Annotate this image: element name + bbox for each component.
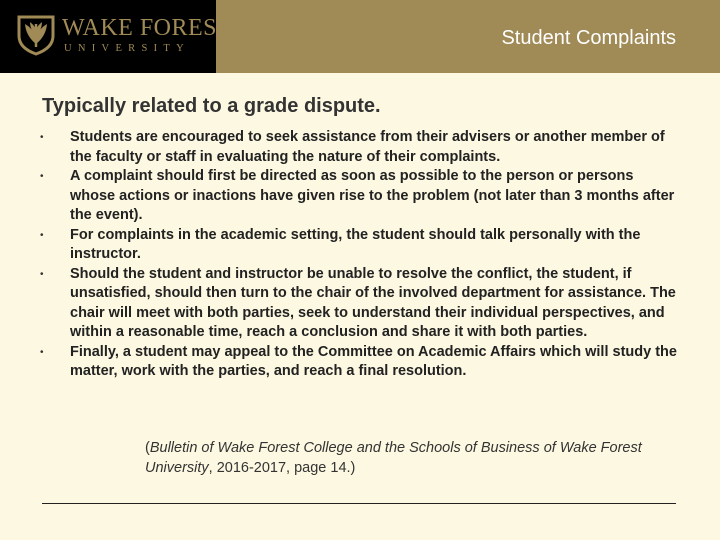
bullet-text: Students are encouraged to seek assistance from their advisers or another member of the faculty or staff in evaluating the nature of their complaints. [70,129,665,165]
university-logo[interactable] [0,0,233,73]
logo-subtitle: UNIVERSITY [64,43,190,54]
citation-open: ( [145,440,150,456]
bullet-list [42,128,682,382]
bullet-text: For complaints in the academic setting, the student should talk personally with the instructor. [70,226,641,262]
list-item [42,226,682,265]
bullet-text: Finally, a student may appeal to the Committee on Academic Affairs which will study the matter, work with the parties, and reach a final resolution. [70,343,677,379]
bullet-icon: • [40,171,44,182]
header-bar [0,0,720,73]
bullet-icon: • [40,229,44,241]
logo-wordmark: WAKE FOREST [62,15,233,41]
footer-divider [42,503,676,504]
bullet-text: A complaint should first be directed as soon as possible to the person or persons whose actions or inactions have given rise to the problem (not later than 3 months after the event). [70,168,675,223]
list-item [42,265,682,343]
bullet-text: Should the student and instructor be unable to resolve the conflict, the student, if unsatisfied, should then turn to the chair of the involved department for assistance. The chair will meet with both parties, seek to understand their individual perspectives, and within a reasonable time, reach a conclusion and share it with both parties. [70,265,676,340]
slide-title: Typically related to a grade dispute. [42,95,381,117]
header-title: Student Complaints [501,27,676,49]
shield-icon [16,14,56,56]
bullet-icon: • [40,268,44,280]
bullet-icon: • [40,132,44,143]
bullet-icon: • [40,346,44,358]
list-item [42,343,682,382]
citation-details: , 2016-2017, page 14.) [208,459,356,476]
list-item [42,167,682,226]
list-item [42,128,682,167]
citation [145,439,665,478]
citation-title: Bulletin of Wake Forest College and the Schools of Business of Wake Forest University [145,440,642,476]
